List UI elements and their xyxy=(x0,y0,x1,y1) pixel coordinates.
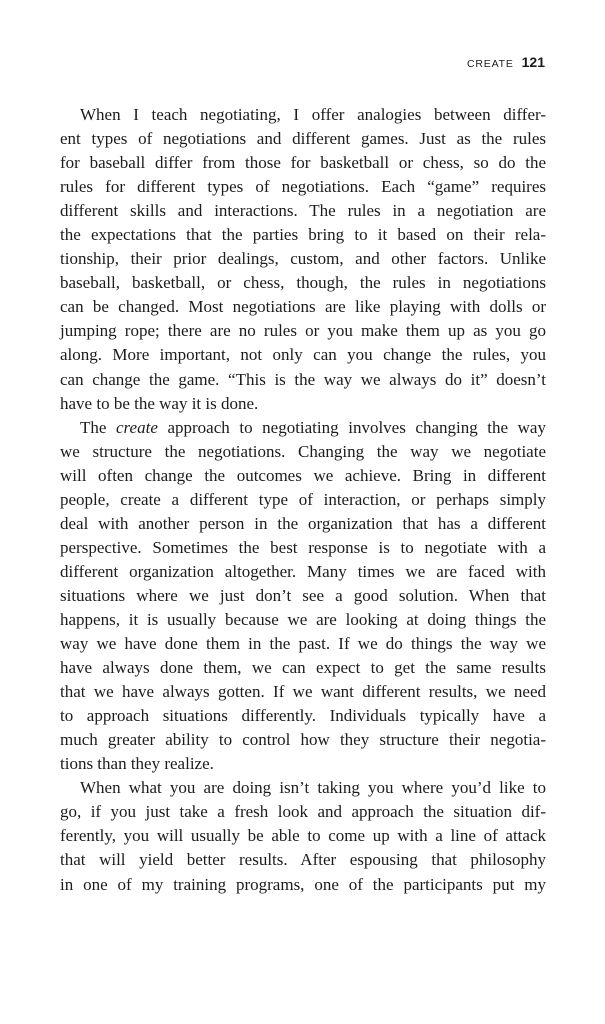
emphasis-text: create xyxy=(116,417,158,437)
text-line: perspective. Sometimes the best response is to negotiate with a xyxy=(60,537,546,557)
text-line: When what you are doing isn’t taking you where you’d like to xyxy=(80,778,546,798)
text-line: have to be the way it is done. xyxy=(60,393,259,413)
page-number: 121 xyxy=(521,54,545,70)
text-line: people, create a different type of interaction, or perhaps simply xyxy=(60,489,546,509)
text-line: tions than they realize. xyxy=(60,754,214,774)
text-line: situations where we just don’t see a good solution. When that xyxy=(60,585,546,605)
text-line: for baseball differ from those for basketball or chess, so do the xyxy=(60,153,546,173)
text-line: along. More important, not only can you change the rules, you xyxy=(60,345,546,365)
text-run: approach to negotiating involves changing the way xyxy=(157,417,546,437)
text-line: that we have always gotten. If we want different results, we need xyxy=(60,682,546,702)
text-line: baseball, basketball, or chess, though, the rules in negotiations xyxy=(60,273,546,293)
text-line: the expectations that the parties bring to it based on their rela- xyxy=(60,225,546,245)
text-line xyxy=(60,416,546,440)
body-text xyxy=(60,103,546,897)
text-line: have always done them, we can expect to get the same results xyxy=(60,658,546,678)
text-line: to approach situations differently. Individuals typically have a xyxy=(60,706,546,726)
text-line: can change the game. “This is the way we always do it” doesn’t xyxy=(60,369,546,389)
paragraph-3 xyxy=(60,776,546,896)
text-line: in one of my training programs, one of the participants put my xyxy=(60,874,546,894)
text-line: different skills and interactions. The rules in a negotiation are xyxy=(60,201,546,221)
text-line: When I teach negotiating, I offer analogies between differ- xyxy=(80,105,546,124)
text-run: The xyxy=(80,417,117,437)
text-line: different organization altogether. Many times we are faced with xyxy=(60,561,546,581)
text-line: deal with another person in the organization that has a different xyxy=(60,513,546,533)
section-title: CREATE xyxy=(467,58,514,70)
text-line: can be changed. Most negotiations are like playing with dolls or xyxy=(60,297,546,317)
text-line: will often change the outcomes we achieve. Bring in different xyxy=(60,465,546,485)
text-line: tionship, their prior dealings, custom, and other factors. Unlike xyxy=(60,249,546,269)
text-line: jumping rope; there are no rules or you make them up as you go xyxy=(60,321,546,341)
text-line: we structure the negotiations. Changing the way we negotiate xyxy=(60,441,546,461)
text-line: ferently, you will usually be able to come up with a line of attack xyxy=(60,826,546,846)
text-line: rules for different types of negotiations. Each “game” requires xyxy=(60,177,546,197)
text-line: go, if you just take a fresh look and approach the situation dif- xyxy=(60,802,546,822)
text-line: that will yield better results. After espousing that philosophy xyxy=(60,850,546,870)
text-line: way we have done them in the past. If we do things the way we xyxy=(60,634,546,654)
paragraph-2 xyxy=(60,416,546,777)
paragraph-1 xyxy=(60,103,546,416)
text-line: ent types of negotiations and different games. Just as the rules xyxy=(60,129,546,149)
text-line: happens, it is usually because we are looking at doing things the xyxy=(60,609,546,629)
text-line: much greater ability to control how they structure their negotia- xyxy=(60,730,546,750)
running-head xyxy=(467,54,545,70)
